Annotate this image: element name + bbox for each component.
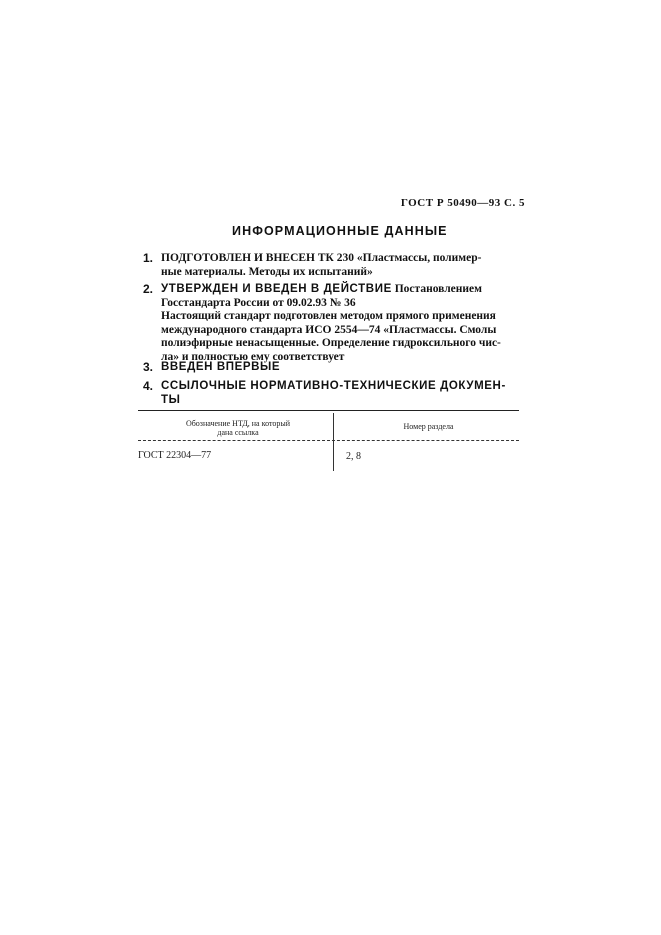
item-2-line-2: Госстандарта России от 09.02.93 № 36 bbox=[161, 296, 356, 309]
column-header-designation-line-2: дана ссылка bbox=[217, 428, 259, 437]
item-2-para-line-2: международного стандарта ИСО 2554—74 «Пластмассы. Смолы bbox=[161, 323, 497, 336]
item-4-heading-line-1: ССЫЛОЧНЫЕ НОРМАТИВНО-ТЕХНИЧЕСКИЕ ДОКУМЕН- bbox=[161, 380, 506, 392]
table-top-rule bbox=[138, 410, 519, 411]
column-header-designation bbox=[168, 419, 308, 437]
item-2-para-line-3: полиэфирные ненасыщенные. Определение гидроксильного чис- bbox=[161, 337, 501, 349]
item-2-para-line-1: Настоящий стандарт подготовлен методом прямого применения bbox=[161, 310, 496, 322]
item-2-heading: УТВЕРЖДЕН И ВВЕДЕН В ДЕЙСТВИЕ bbox=[161, 283, 392, 295]
table-column-divider bbox=[333, 413, 334, 471]
table-cell-designation: ГОСТ 22304—77 bbox=[138, 450, 212, 461]
item-number: 1. bbox=[143, 251, 154, 265]
info-item-3 bbox=[143, 361, 523, 375]
item-number: 2. bbox=[143, 282, 154, 296]
item-2-line-1 bbox=[161, 283, 523, 297]
table-header-rule bbox=[138, 440, 519, 441]
item-1-line-2: ные материалы. Методы их испытаний» bbox=[161, 265, 373, 278]
section-title: ИНФОРМАЦИОННЫЕ ДАННЫЕ bbox=[232, 224, 448, 238]
item-number: 3. bbox=[143, 360, 154, 374]
table-cell-section: 2, 8 bbox=[346, 451, 361, 462]
item-1-line-1: ПОДГОТОВЛЕН И ВНЕСЕН ТК 230 «Пластмассы, полимер- bbox=[161, 252, 482, 264]
item-number: 4. bbox=[143, 379, 154, 393]
column-header-section: Номер раздела bbox=[403, 422, 454, 431]
info-item-2 bbox=[143, 283, 523, 364]
info-item-4 bbox=[143, 380, 523, 407]
info-item-1 bbox=[143, 252, 523, 279]
item-3-heading: ВВЕДЕН ВПЕРВЫЕ bbox=[161, 361, 281, 373]
item-2-para-line-4: ла» и полностью ему соответствует bbox=[161, 350, 345, 363]
item-4-heading-line-2: ТЫ bbox=[161, 393, 181, 406]
item-2-heading-tail: Постановлением bbox=[391, 283, 482, 295]
column-header-designation-line-1: Обозначение НТД, на который bbox=[185, 419, 291, 428]
page-header: ГОСТ Р 50490—93 С. 5 bbox=[400, 197, 525, 209]
